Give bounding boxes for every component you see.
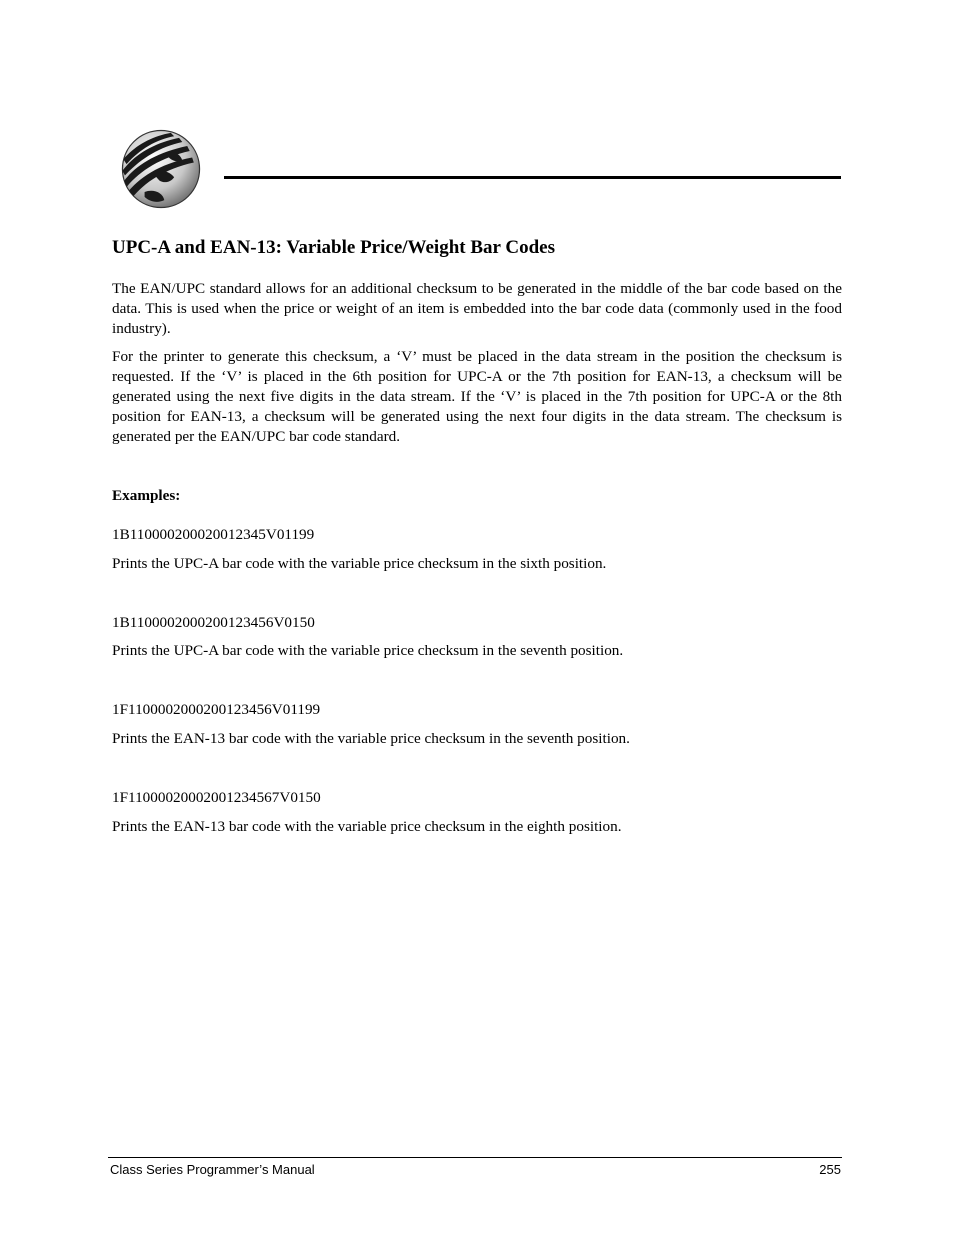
example-description: Prints the UPC-A bar code with the variable price checksum in the seventh position. xyxy=(112,642,624,659)
footer-page-number: 255 xyxy=(819,1162,841,1177)
example-code: 1F11000020002001234567V0150 xyxy=(112,789,321,806)
example-description: Prints the EAN-13 bar code with the variable price checksum in the seventh position. xyxy=(112,730,630,747)
intro-paragraph: The EAN/UPC standard allows for an additional checksum to be generated in the middle of the bar code based on the data. This is used when the price or weight of an item is embedded into the bar code data (commonly used in the food industry). xyxy=(112,280,842,337)
example-code: 1F1100002000200123456V01199 xyxy=(112,701,321,718)
footer-manual-title: Class Series Programmer’s Manual xyxy=(110,1162,315,1177)
header-rule xyxy=(224,176,841,179)
example-code: 1B1100002000200123456V0150 xyxy=(112,614,315,631)
checksum-paragraph: For the printer to generate this checksum, a ‘V’ must be placed in the data stream in the position the checksum is requested. If the ‘V’ is placed in the 6th position for UPC-A or the 7th position for EAN-13, a checksum will be generated using the next five digits in the data stream. If the ‘V’ is placed in the 7th position for UPC-A or the 8th position for EAN-13, a checksum will be generated using the next four digits in the data stream. The checksum is generated per the EAN/UPC bar code standard. xyxy=(112,348,842,445)
example-code: 1B110000200020012345V01199 xyxy=(112,526,315,543)
example-description: Prints the UPC-A bar code with the variable price checksum in the sixth position. xyxy=(112,555,607,572)
striped-globe-icon xyxy=(120,128,202,210)
examples-label: Examples: xyxy=(112,487,181,504)
section-title: UPC-A and EAN-13: Variable Price/Weight Bar Codes xyxy=(112,237,555,258)
example-description: Prints the EAN-13 bar code with the variable price checksum in the eighth position. xyxy=(112,818,622,835)
footer-rule xyxy=(108,1157,842,1158)
